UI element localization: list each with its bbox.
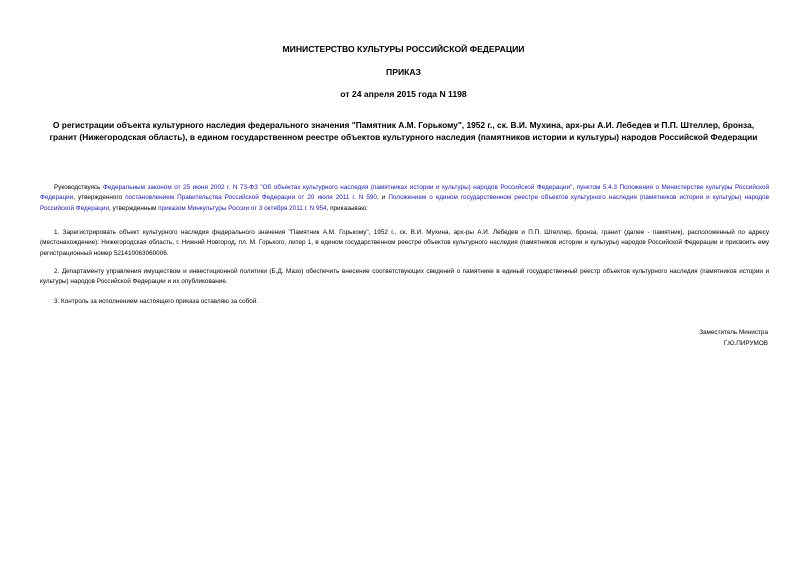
date-number-heading: от 24 апреля 2015 года N 1198 — [340, 89, 467, 99]
order-item-2: 2. Департаменту управления имуществом и инвестиционной политики (Б.Д. Мазо) обеспечить внесение соответствующих сведений о памятнике в единый государственный реестр объектов культурного наследия (памятников истории и культуры) народов Российской Федерации и их опубликование. — [40, 268, 769, 286]
intro-text-4: , и — [376, 194, 389, 202]
intro-text-1: Руководствуясь — [54, 184, 104, 191]
signer-name: Г.Ю.ПИРУМОВ — [723, 340, 768, 347]
ministry-order-link[interactable]: приказом Минкультуры России от 3 октября 2011 г. N 954 — [158, 204, 327, 212]
intro-text-2: , — [572, 184, 577, 191]
order-item-3: 3. Контроль за исполнением настоящего приказа оставляю за собой. — [54, 298, 259, 305]
intro-text-3: , утвержденного — [73, 194, 126, 202]
registry-regulation-link[interactable]: Положением о едином государственном реестре объектов культурного наследия (памятников истории и культуры) народов Российской Федерации — [40, 194, 769, 212]
document-type-heading: ПРИКАЗ — [386, 67, 421, 77]
signer-title: Заместитель Министра — [699, 329, 768, 336]
document-subject: О регистрации объекта культурного наследия федерального значения "Памятник А.М. Горькому", 1952 г., ск. В.И. Мухина, арх-ры А.И. Лебедев и П.П. Штеллер, бронза, гранит (Нижегородская область), в едином государственном реестре объектов культурного наследия (памятников истории и культуры) народов Российской Федерации — [49, 120, 758, 142]
intro-text-5: , утвержденным — [108, 204, 159, 212]
government-resolution-link[interactable]: постановлением Правительства Российской Федерации от 20 июля 2011 г. N 590 — [125, 194, 377, 202]
order-item-1: 1. Зарегистрировать объект культурного наследия федерального значения "Памятник А.М. Горькому", 1952 г., ск. В.И. Мухина, арх-ры А.И. Лебедев и П.П. Штеллер, бронза, гранит (далее - памятник), расположенный по адресу (местонахождение): Нижегородская область, г. Нижний Новгород, пл. М. Горького, литер 1, в едином государственном реестре объектов культурного наследия (памятников истории и культуры) народов Российской Федерации и присвоить ему регистрационный номер 521410063060006. — [40, 229, 769, 257]
intro-text-6: , приказываю: — [326, 204, 368, 212]
ministry-regulation-link[interactable]: пунктом 5.4.3 Положения о Министерстве культуры Российской Федерации — [40, 184, 769, 202]
ministry-heading: МИНИСТЕРСТВО КУЛЬТУРЫ РОССИЙСКОЙ ФЕДЕРАЦИИ — [282, 44, 525, 54]
federal-law-link[interactable]: Федеральным законом от 25 июня 2002 г. N 73-ФЗ "Об объектах культурного наследия (памятниках истории и культуры) народов Российской Федерации" — [103, 184, 573, 191]
intro-paragraph — [40, 183, 769, 214]
